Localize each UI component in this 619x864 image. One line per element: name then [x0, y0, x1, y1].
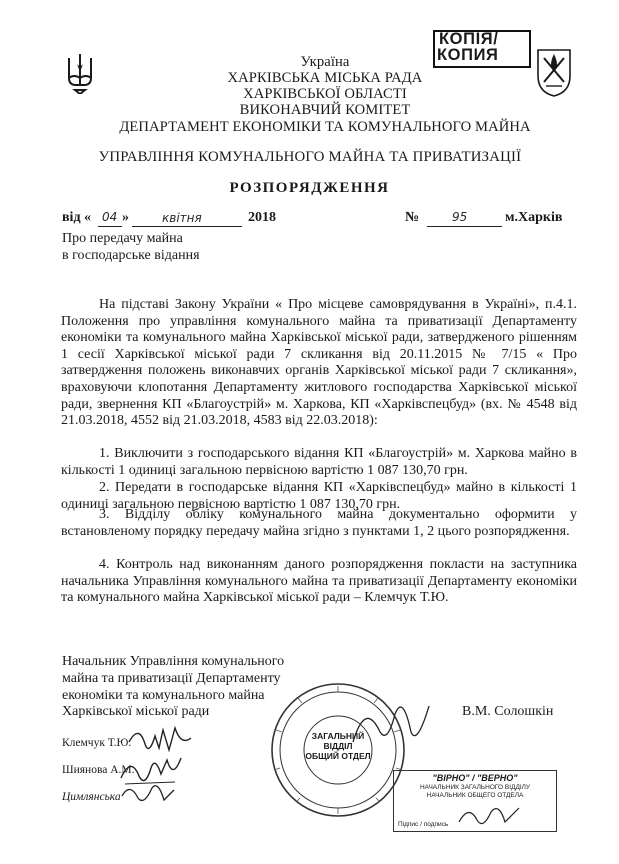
copy-stamp: [433, 30, 531, 68]
body-item-1: 1. Виключити з господарського відання КП «Благоустрій» м. Харкова майно в кількості 1 одиниці загальною первісною вартістю 1 087 130,70 грн.: [61, 446, 577, 478]
signature-line3: економіки та комунального майна: [62, 688, 265, 703]
date-day: 04: [102, 210, 118, 224]
signature-line4: Харківської міської ради: [62, 704, 210, 719]
body-item-2: 2. Передати в господарське відання КП «Харківспецбуд» майно в кількості 1 одиниці загальною первісною вартістю 1 087 130,70 грн.: [61, 480, 577, 512]
date-close-quote: »: [122, 210, 129, 225]
signature-line2: майна та приватизації Департаменту: [62, 671, 281, 686]
approval-tsymlianska: Цимлянська: [62, 791, 121, 803]
date-number-line: [62, 210, 582, 230]
document-number: 95: [452, 210, 468, 224]
division-title: УПРАВЛІННЯ КОМУНАЛЬНОГО МАЙНА ТА ПРИВАТИЗАЦІЇ: [98, 149, 522, 165]
round-stamp-line3: ОБЩИЙ ОТДЕЛ: [305, 751, 371, 761]
approval-shiyanova: Шиянова А.М.: [62, 764, 135, 776]
header-committee: ВИКОНАВЧИЙ КОМІТЕТ: [239, 102, 411, 118]
approval-klemchuk: Клемчук Т.Ю.: [62, 737, 132, 749]
header-council: ХАРКІВСЬКА МІСЬКА РАДА: [227, 70, 423, 86]
header-department: ДЕПАРТАМЕНТ ЕКОНОМІКИ ТА КОМУНАЛЬНОГО МАЙНА: [119, 119, 531, 135]
number-label: №: [405, 210, 420, 225]
date-year: 2018: [248, 210, 276, 225]
document-title: РОЗПОРЯДЖЕННЯ: [229, 180, 390, 196]
copy-stamp-line2: КОПИЯ: [437, 46, 499, 64]
signature-scribble-3-icon: [118, 778, 178, 808]
round-stamp-line2: ВІДДІЛ: [323, 741, 353, 751]
round-stamp-text: [302, 731, 374, 761]
subject-line2: в господарське відання: [62, 248, 200, 263]
body-intro: На підставі Закону України « Про місцеве самоврядування в Україні», п.4.1. Положення про управління комунального майна та приватизації Департаменту економіки та комунального майна Харківської міської ради, затвердженого рішенням 1 сесії Харківської міської ради 7 скликання від 20.11.2015 № 7/15 « Про затвердження положень виконавчих органів Харківської міської ради 7 скликання», враховуючи клопотання Департаменту житлового господарства Харківської міської ради, звернення КП «Благоустрій» м. Харкова, КП «Харківспецбуд» (вх. № 4548 від 21.03.2018, 4552 від 21.03.2018, 4583 від 22.03.2018):: [61, 297, 577, 429]
verified-stamp-sign: Підпис / подпись: [398, 821, 449, 828]
verified-stamp-line2: НАЧАЛЬНИК ОБЩЕГО ОТДЕЛА: [426, 792, 524, 799]
verified-signature-scribble-icon: [455, 800, 525, 832]
header-country: Україна: [300, 54, 350, 70]
date-month: квітня: [162, 211, 202, 225]
city-label: м.Харків: [505, 210, 563, 225]
round-stamp-line1: ЗАГАЛЬНИЙ: [311, 731, 365, 741]
header-oblast: ХАРКІВСЬКОЇ ОБЛАСТІ: [243, 86, 407, 102]
city-emblem-icon: [534, 46, 574, 98]
signatory-name: В.М. Солошкін: [462, 704, 554, 719]
date-from-label: від «: [62, 210, 92, 225]
subject-line1: Про передачу майна: [62, 231, 183, 246]
body-item-4: 4. Контроль над виконанням даного розпорядження покласти на заступника начальника Управління комунального майна та приватизації Департаменту економіки та комунального майна Харківської міської ради – Клемчук Т.Ю.: [61, 557, 577, 606]
verified-stamp-title: "ВІРНО" / "ВЕРНО": [432, 773, 518, 783]
copy-stamp-line1: КОПІЯ/: [439, 30, 499, 48]
verified-stamp-line1: НАЧАЛЬНИК ЗАГАЛЬНОГО ВІДДІЛУ: [419, 784, 531, 791]
signature-line1: Начальник Управління комунального: [62, 654, 285, 669]
body-item-3: 3. Відділу обліку комунального майна документально оформити у встановленому порядку передачу майна згідно з пунктами 1, 2 цього розпорядження.: [61, 507, 577, 539]
